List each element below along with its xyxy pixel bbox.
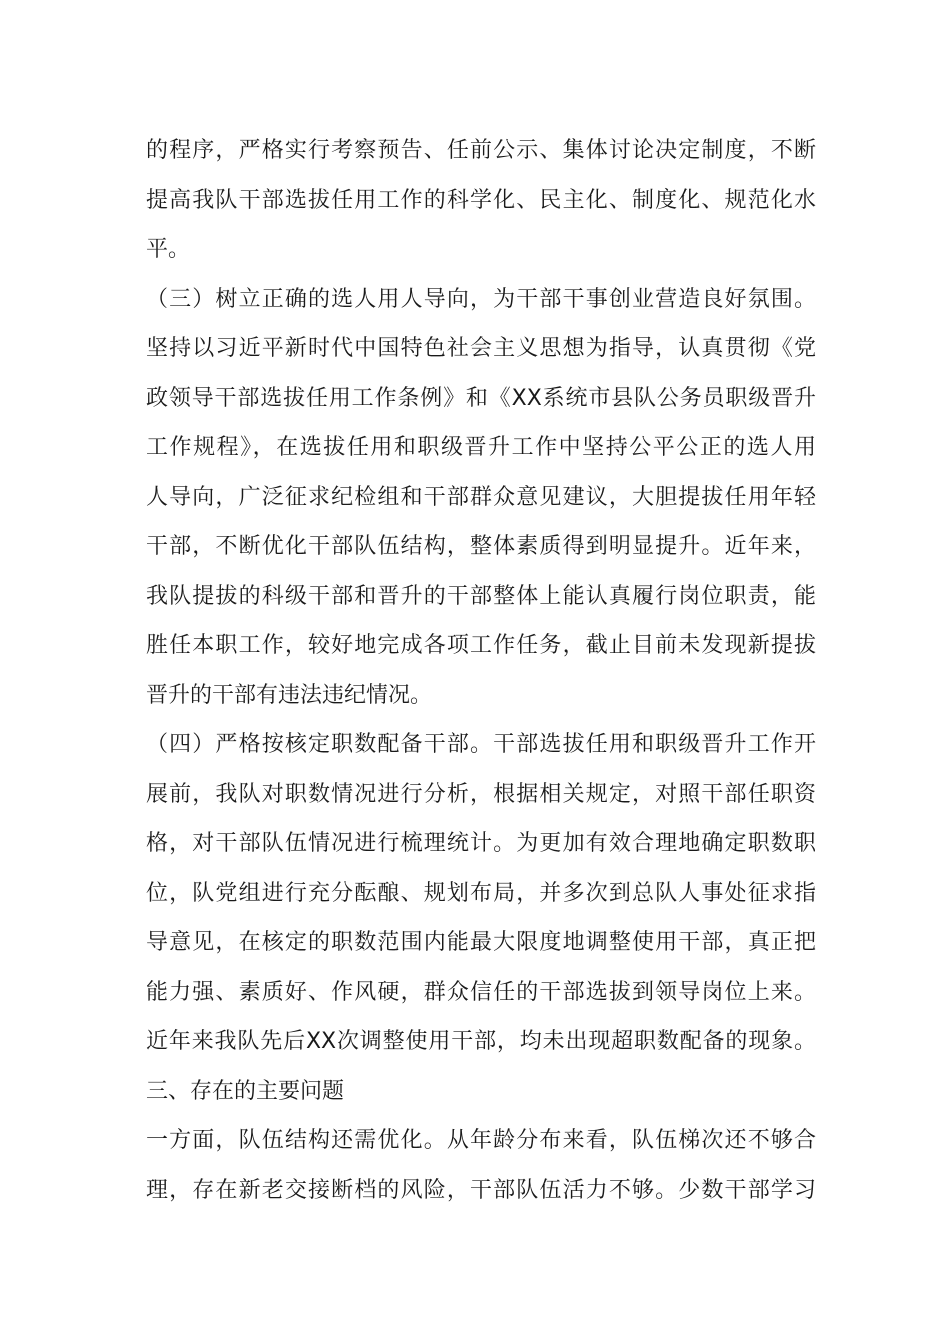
section-heading: （三）树立正确的选人用人导向，为干部干事创业营造良好氛围。 bbox=[146, 287, 816, 312]
text-line: 胜任本职工作，较好地完成各项工作任务，截止目前未发现新提拔 bbox=[146, 633, 816, 658]
chapter-heading: 三、存在的主要问题 bbox=[146, 1079, 345, 1104]
text-line: 平。 bbox=[146, 237, 191, 262]
text-line: 的程序，严格实行考察预告、任前公示、集体讨论决定制度，不断 bbox=[146, 138, 816, 163]
text-line: 导意见，在核定的职数范围内能最大限度地调整使用干部，真正把 bbox=[146, 930, 816, 955]
text-line: 我队提拔的科级干部和晋升的干部整体上能认真履行岗位职责，能 bbox=[146, 584, 816, 609]
text-line: 理，存在新老交接断档的风险，干部队伍活力不够。少数干部学习 bbox=[146, 1178, 816, 1203]
text-line: 人导向，广泛征求纪检组和干部群众意见建议，大胆提拔任用年轻 bbox=[146, 485, 816, 510]
text-line: 展前，我队对职数情况进行分析，根据相关规定，对照干部任职资 bbox=[146, 782, 816, 807]
text-line: 干部，不断优化干部队伍结构，整体素质得到明显提升。近年来， bbox=[146, 534, 816, 559]
text-line: 坚持以习近平新时代中国特色社会主义思想为指导，认真贯彻《党 bbox=[146, 336, 816, 361]
text-line: 一方面，队伍结构还需优化。从年龄分布来看，队伍梯次还不够合 bbox=[146, 1128, 816, 1153]
text-line: 近年来我队先后XX次调整使用干部，均未出现超职数配备的现象。 bbox=[146, 1029, 816, 1054]
text-line: 能力强、素质好、作风硬，群众信任的干部选拔到领导岗位上来。 bbox=[146, 980, 816, 1005]
text-line: 提高我队干部选拔任用工作的科学化、民主化、制度化、规范化水 bbox=[146, 188, 816, 213]
text-line: 政领导干部选拔任用工作条例》和《XX系统市县队公务员职级晋升 bbox=[146, 386, 816, 411]
text-line: 格，对干部队伍情况进行梳理统计。为更加有效合理地确定职数职 bbox=[146, 831, 816, 856]
text-line: 晋升的干部有违法违纪情况。 bbox=[146, 683, 433, 708]
text-line: 工作规程》，在选拔任用和职级晋升工作中坚持公平公正的选人用 bbox=[146, 435, 816, 460]
text-line: 位，队党组进行充分酝酿、规划布局，并多次到总队人事处征求指 bbox=[146, 881, 816, 906]
section-heading: （四）严格按核定职数配备干部。干部选拔任用和职级晋升工作开 bbox=[146, 732, 816, 757]
